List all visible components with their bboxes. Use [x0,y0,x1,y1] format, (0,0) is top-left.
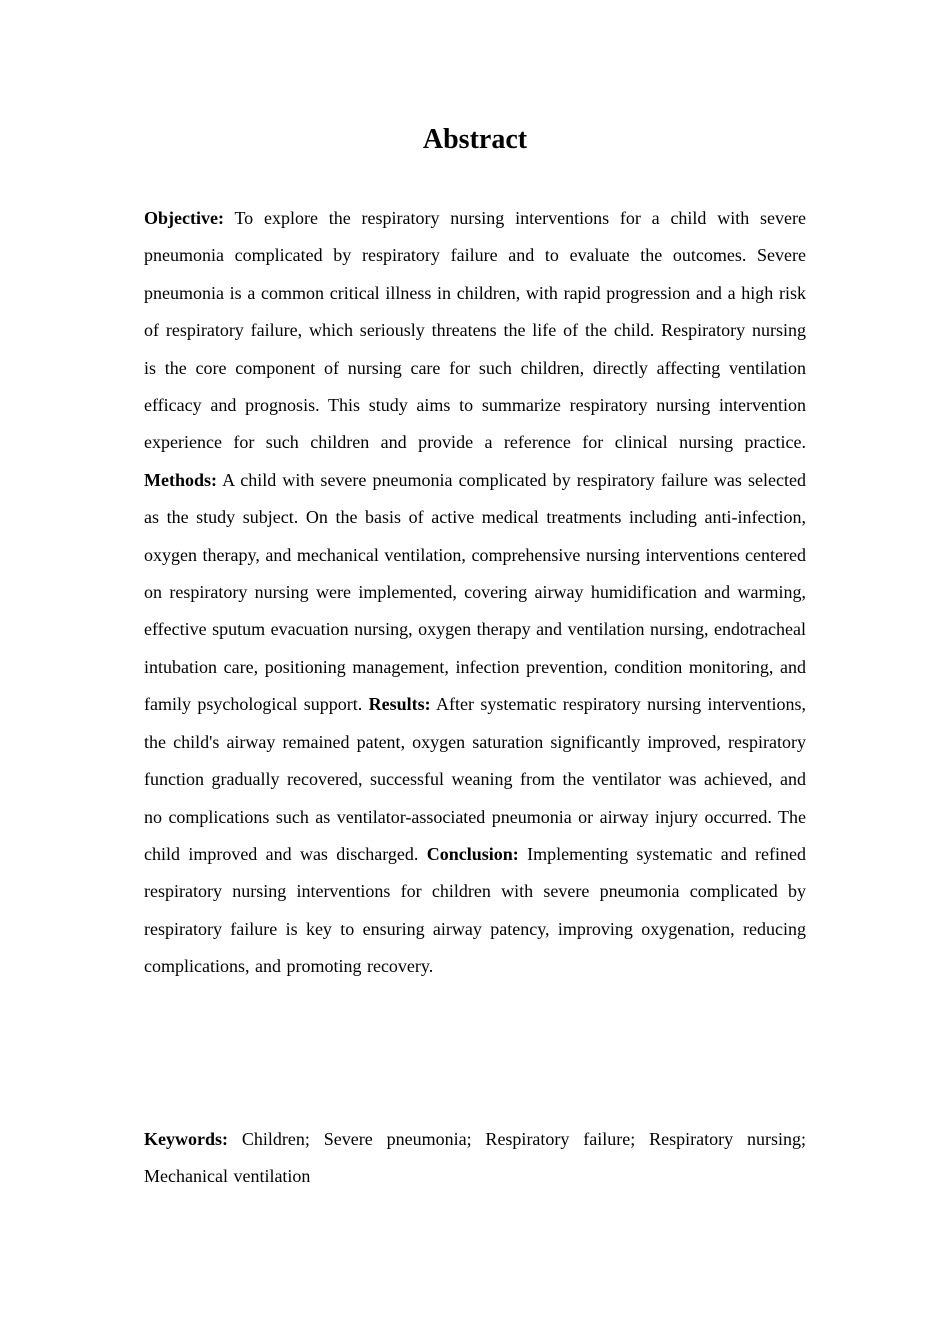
methods-label: Methods: [144,469,217,490]
conclusion-label: Conclusion: [426,843,519,864]
conclusion-text: Implementing systematic and refined respiratory nursing interventions for children with severe pneumonia complicated by respiratory failure is key to ensuring airway patency, improving oxygenation, reducing complications, and promoting recovery. [144,843,806,977]
keywords-label: Keywords: [144,1129,228,1149]
objective-text: To explore the respiratory nursing interventions for a child with severe pneumonia complicated by respiratory failure and to evaluate the outcomes. Severe pneumonia is a common critical illness in children, with rapid progression and a high risk of respiratory failure, which seriously threatens the life of the child. Respiratory nursing is the core component of nursing care for such children, directly affecting ventilation efficacy and prognosis. This study aims to summarize respiratory nursing intervention experience for such children and provide a reference for clinical nursing practice. [144,208,806,453]
objective-label: Objective: [144,208,224,228]
methods-text: A child with severe pneumonia complicated by respiratory failure was selected as the study subject. On the basis of active medical treatments including anti-infection, oxygen therapy, and mechanical ventilation, comprehensive nursing interventions centered on respiratory nursing were implemented, covering airway humidification and warming, effective sputum evacuation nursing, oxygen therapy and ventilation nursing, endotracheal intubation care, positioning management, infection prevention, condition monitoring, and family psychological support. [144,469,806,715]
results-text: After systematic respiratory nursing interventions, the child's airway remained patent, oxygen saturation significantly improved, respiratory function gradually recovered, successful weaning from the ventilator was achieved, and no complications such as ventilator-associated pneumonia or airway injury occurred. The child improved and was discharged. [144,694,806,864]
abstract-paragraph [144,200,806,986]
keywords-paragraph [144,1121,806,1196]
page-title: Abstract [422,124,528,155]
results-label: Results: [368,694,431,715]
keywords-text: Children; Severe pneumonia; Respiratory failure; Respiratory nursing; Mechanical ventilation [144,1129,806,1187]
